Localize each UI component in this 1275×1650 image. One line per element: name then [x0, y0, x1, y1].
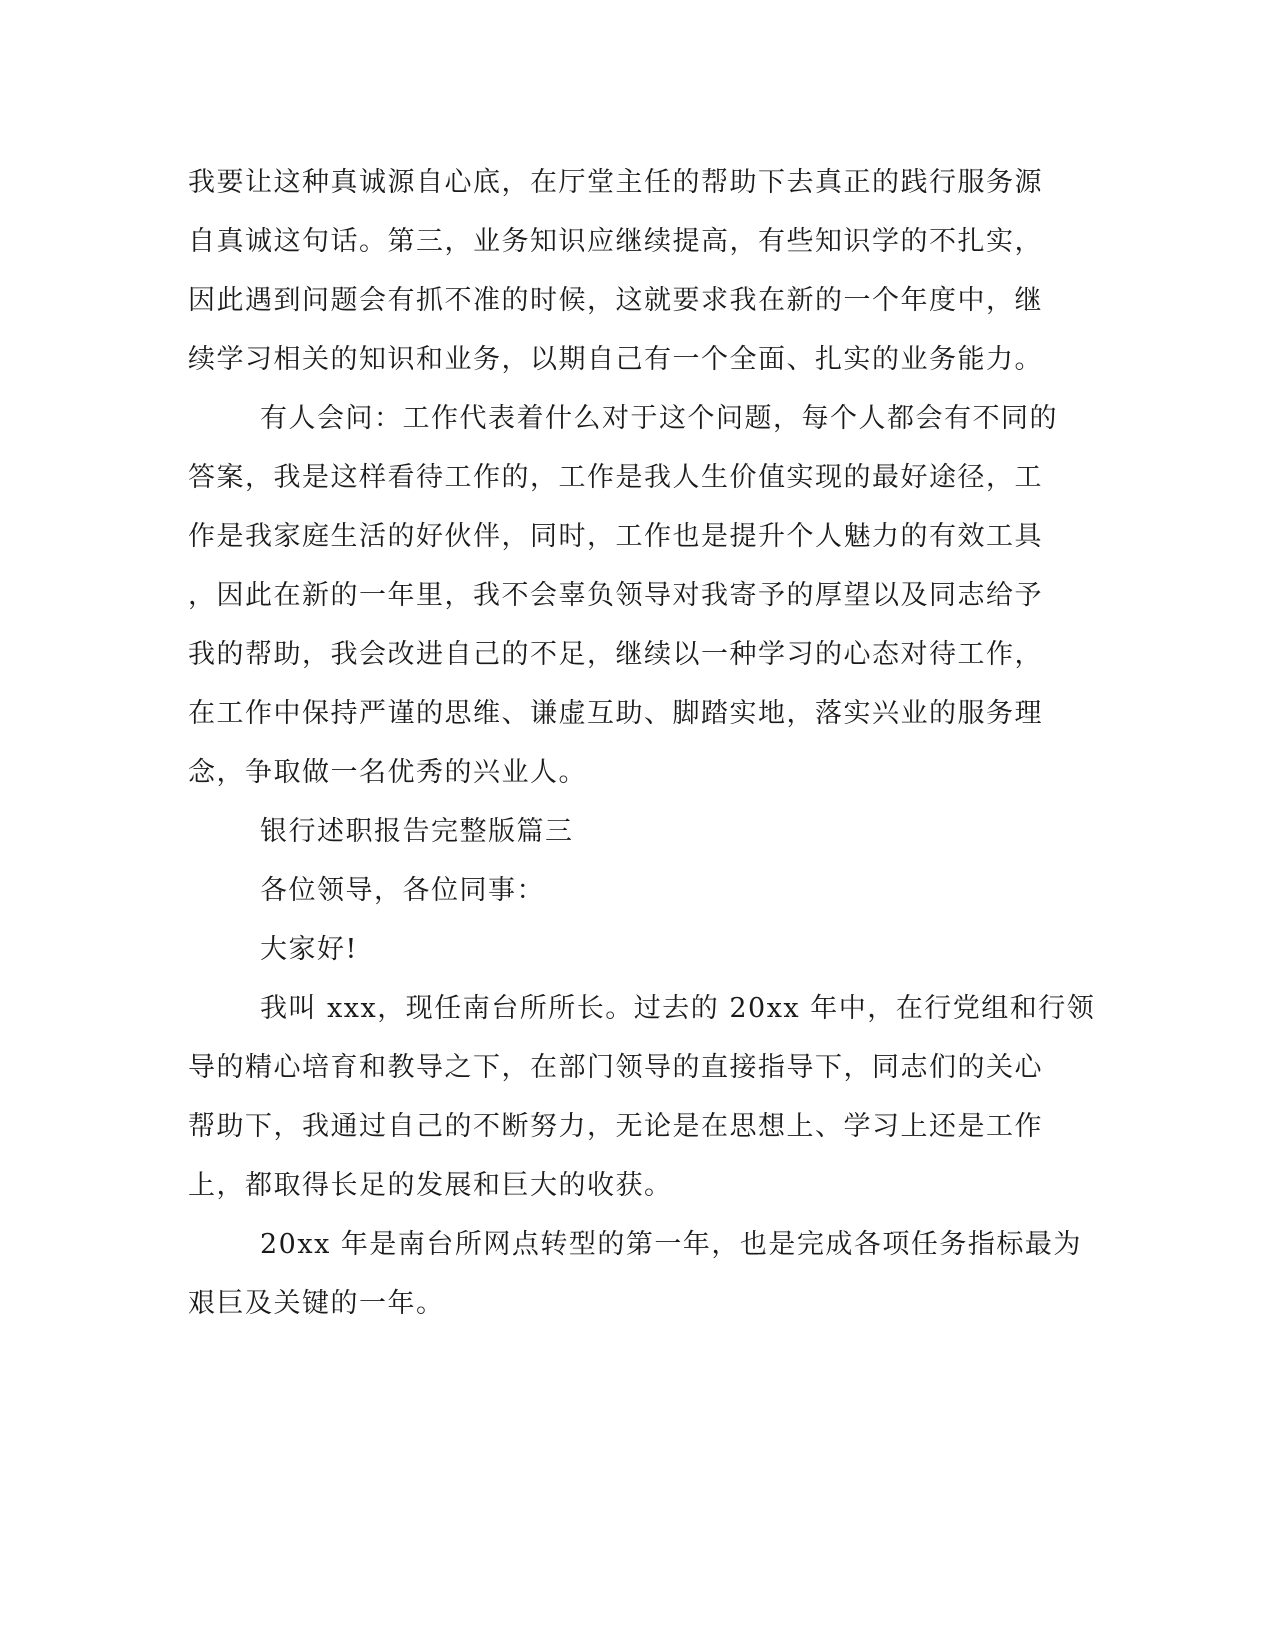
paragraph-first-line: 我叫 xxx，现任南台所所长。过去的 20xx 年中，在行党组和行领	[260, 993, 1096, 1024]
greeting: 大家好!	[260, 934, 358, 965]
text-line: 帮助下，我通过自己的不断努力，无论是在思想上、学习上还是工作	[188, 1111, 1043, 1142]
text-line: 续学习相关的知识和业务，以期自己有一个全面、扎实的业务能力。	[188, 344, 1043, 375]
text-line: 我的帮助，我会改进自己的不足，继续以一种学习的心态对待工作，	[188, 639, 1043, 670]
text-line: 在工作中保持严谨的思维、谦虚互助、脚踏实地，落实兴业的服务理	[188, 698, 1043, 729]
text-line: 作是我家庭生活的好伙伴，同时，工作也是提升个人魅力的有效工具	[188, 521, 1043, 552]
text-line: 自真诚这句话。第三，业务知识应继续提高，有些知识学的不扎实，	[188, 226, 1043, 257]
text-line: ，因此在新的一年里，我不会辜负领导对我寄予的厚望以及同志给予	[188, 580, 1043, 611]
text-line: 我要让这种真诚源自心底，在厅堂主任的帮助下去真正的践行服务源	[188, 167, 1043, 198]
salutation: 各位领导，各位同事：	[260, 875, 545, 906]
paragraph-first-line: 20xx 年是南台所网点转型的第一年，也是完成各项任务指标最为	[260, 1229, 1082, 1260]
text-line: 答案，我是这样看待工作的，工作是我人生价值实现的最好途径，工	[188, 462, 1043, 493]
text-line: 艰巨及关键的一年。	[188, 1288, 445, 1319]
text-line: 念，争取做一名优秀的兴业人。	[188, 757, 587, 788]
section-heading: 银行述职报告完整版篇三	[260, 816, 574, 847]
text-line: 导的精心培育和教导之下，在部门领导的直接指导下，同志们的关心	[188, 1052, 1043, 1083]
paragraph-first-line: 有人会问：工作代表着什么对于这个问题，每个人都会有不同的	[260, 403, 1058, 434]
text-line: 因此遇到问题会有抓不准的时候，这就要求我在新的一个年度中，继	[188, 285, 1043, 316]
text-line: 上，都取得长足的发展和巨大的收获。	[188, 1170, 673, 1201]
